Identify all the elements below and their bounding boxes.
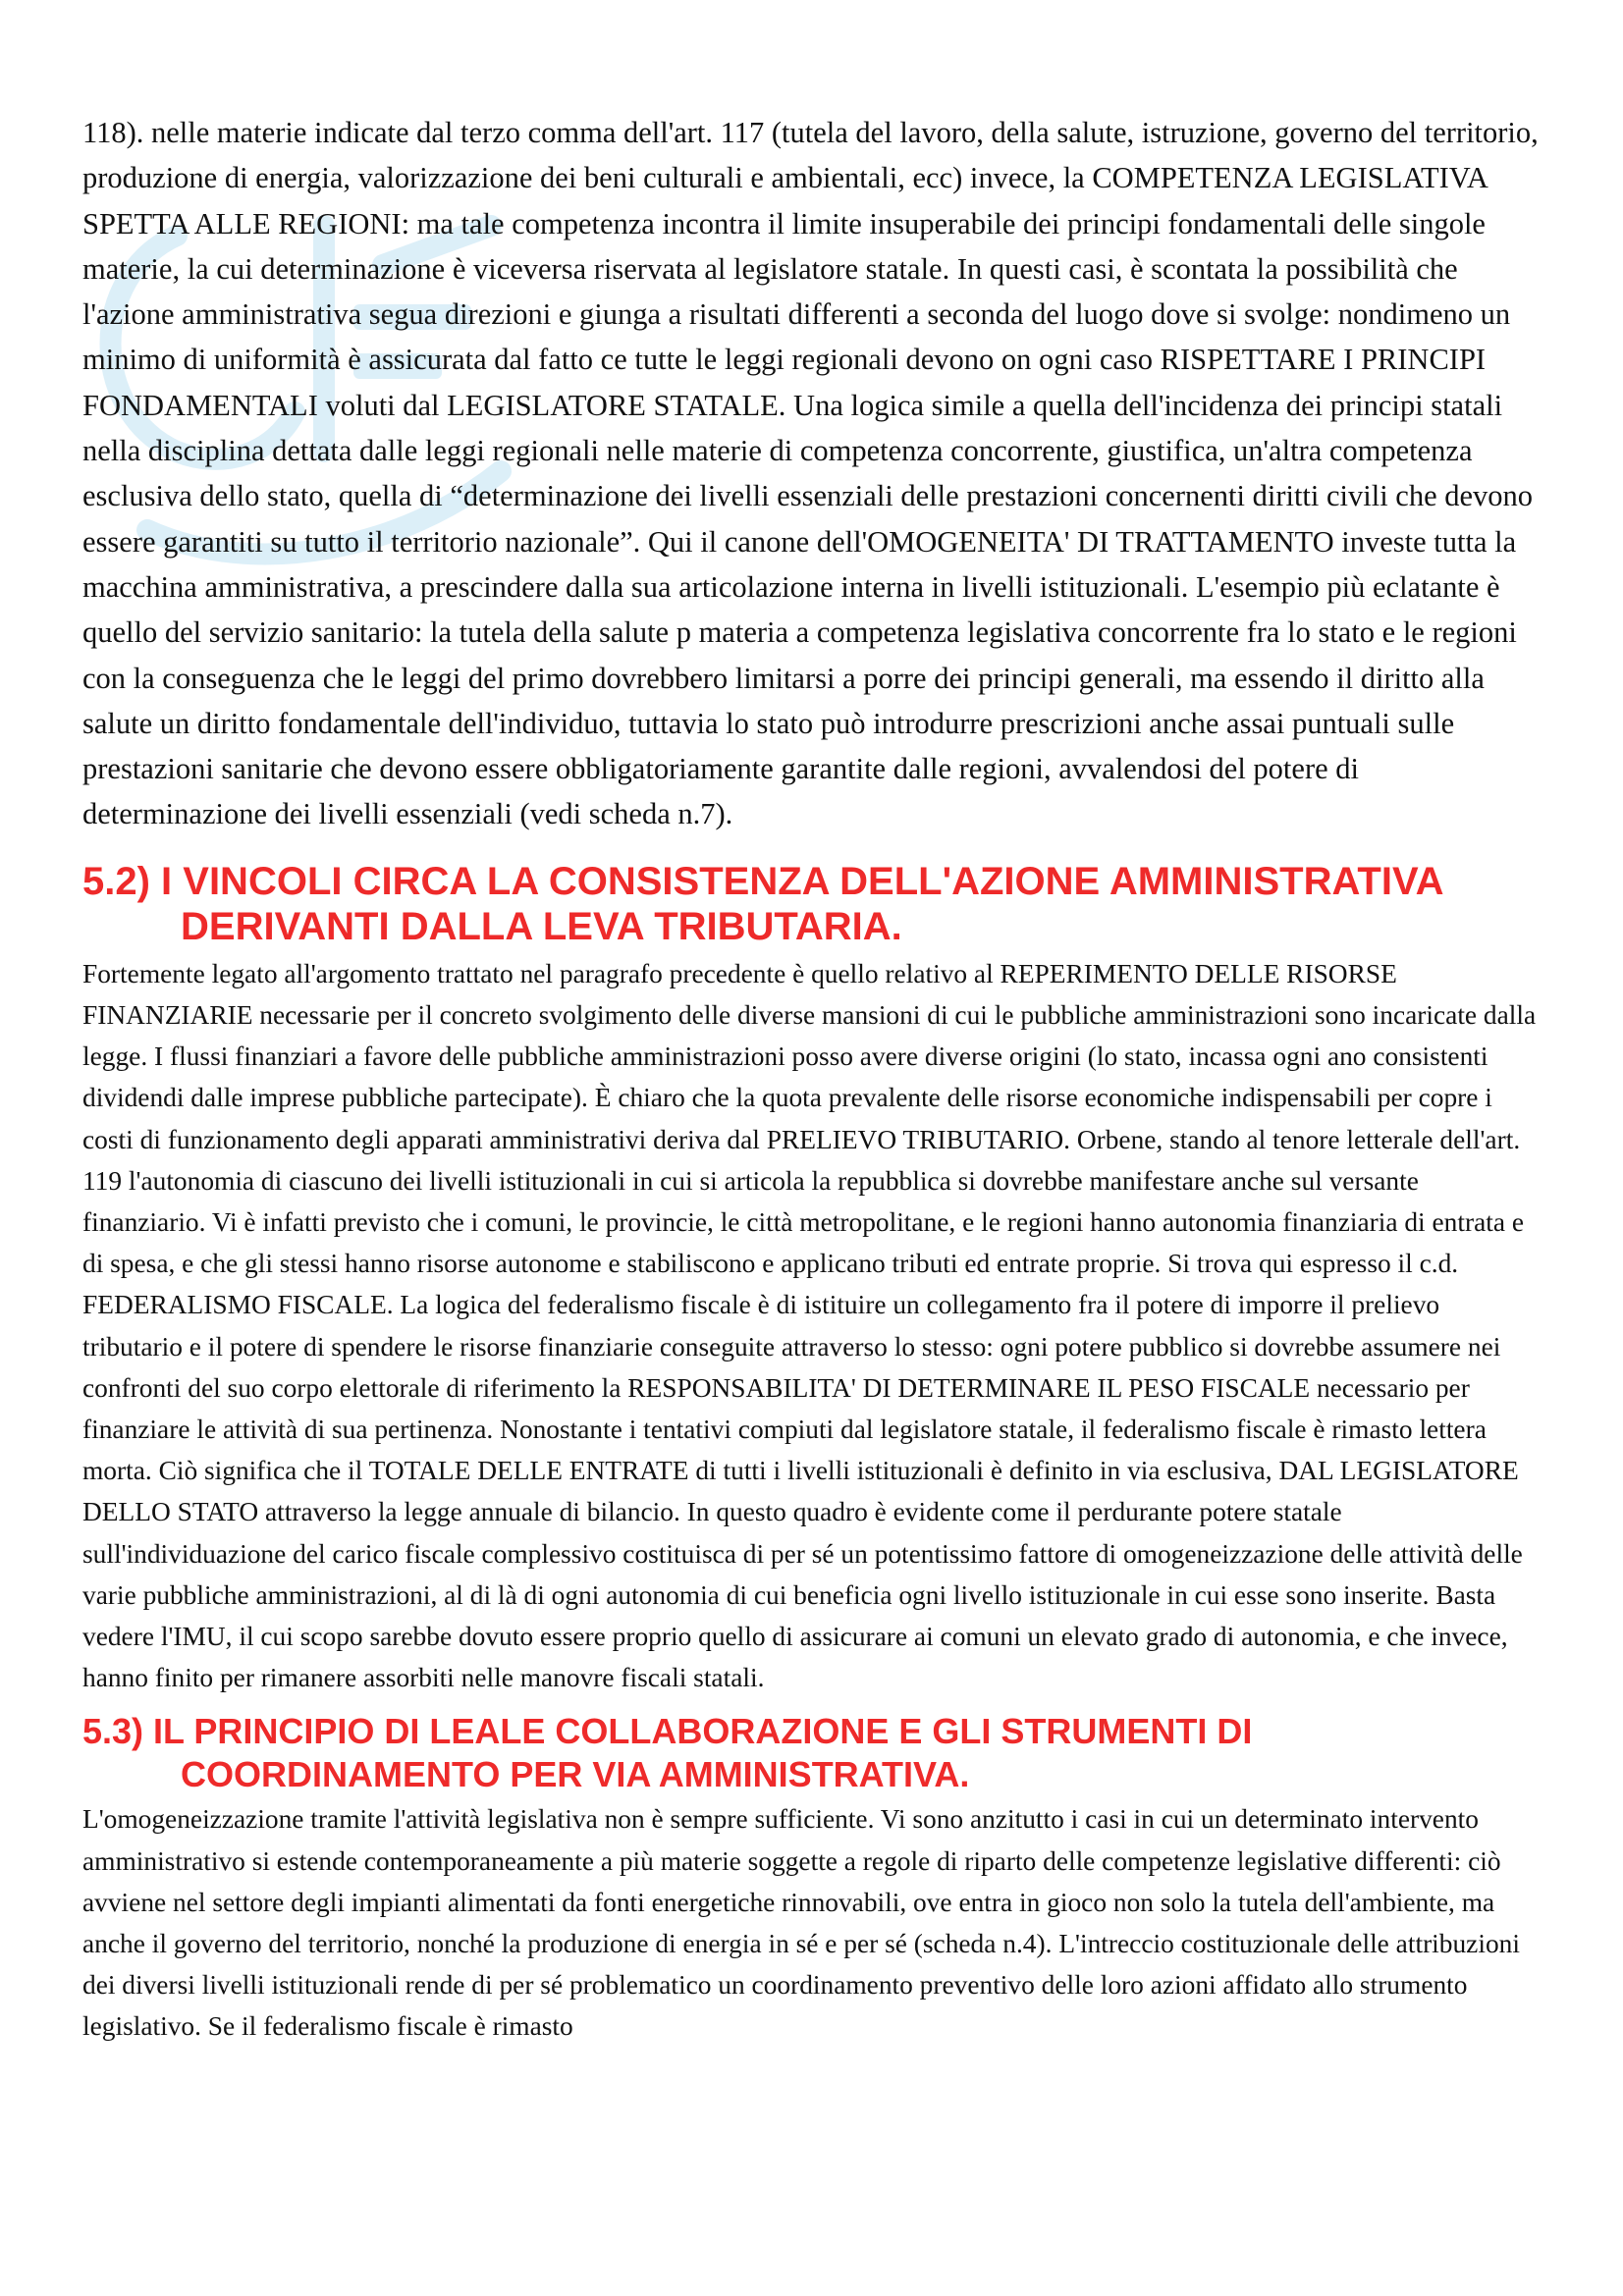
- section-heading-5-2: 5.2) I VINCOLI CIRCA LA CONSISTENZA DELL'AZIONE AMMINISTRATIVA DERIVANTI DALLA LEVA TRIBUTARIA.: [82, 859, 1443, 948]
- section-5-2-paragraph: Fortemente legato all'argomento trattato nel paragrafo precedente è quello relativo al REPERIMENTO DELLE RISORSE FINANZIARIE necessarie per il concreto svolgimento delle diverse mansioni di cui le pubbliche amministrazioni sono incaricate dalla legge. I flussi finanziari a favore delle pubbliche amministrazioni posso avere diverse origini (lo stato, incassa ogni ano consistenti dividendi dalle imprese pubbliche partecipate). È chiaro che la quota prevalente delle risorse economiche indispensabili per copre i costi di funzionamento degli apparati amministrativi deriva dal PRELIEVO TRIBUTARIO. Orbene, stando al tenore letterale dell'art. 119 l'autonomia di ciascuno dei livelli istituzionali in cui si articola la repubblica si dovrebbe manifestare anche sul versante finanziario. Vi è infatti previsto che i comuni, le provincie, le città metropolitane, e le regioni hanno autonomia finanziaria di entrata e di spesa, e che gli stessi hanno risorse autonome e stabiliscono e applicano tributi ed entrate proprie. Si trova qui espresso il c.d. FEDERALISMO FISCALE. La logica del federalismo fiscale è di istituire un collegamento fra il potere di imporre il prelievo tributario e il potere di spendere le risorse finanziarie conseguite attraverso lo stesso: ogni potere pubblico si dovrebbe assumere nei confronti del suo corpo elettorale di riferimento la RESPONSABILITA' DI DETERMINARE IL PESO FISCALE necessario per finanziare le attività di sua pertinenza. Nonostante i tentativi compiuti dal legislatore statale, il federalismo fiscale è rimasto lettera morta. Ciò significa che il TOTALE DELLE ENTRATE di tutti i livelli istituzionali è definito in via esclusiva, DAL LEGISLATORE DELLO STATO attraverso la legge annuale di bilancio. In questo quadro è evidente come il perdurante potere statale sull'individuazione del carico fiscale complessivo costituisca di per sé un potentissimo fattore di omogeneizzazione delle attività delle varie pubbliche amministrazioni, al di là di ogni autonomia di cui beneficia ogni livello istituzionale in cui esse sono inserite. Basta vedere l'IMU, il cui scopo sarebbe dovuto essere proprio quello di assicurare ai comuni un elevato grado di autonomia, e che invece, hanno finito per rimanere assorbiti nelle manovre fiscali statali.: [82, 958, 1537, 1693]
- section-heading-5-3: 5.3) IL PRINCIPIO DI LEALE COLLABORAZIONE E GLI STRUMENTI DI COORDINAMENTO PER VIA AMMINISTRATIVA.: [82, 1711, 1253, 1795]
- document-body: [82, 110, 1545, 2048]
- intro-paragraph: 118). nelle materie indicate dal terzo comma dell'art. 117 (tutela del lavoro, della salute, istruzione, governo del territorio, produzione di energia, valorizzazione dei beni culturali e ambientali, ecc) invece, la COMPETENZA LEGISLATIVA SPETTA ALLE REGIONI: ma tale competenza incontra il limite insuperabile dei principi fondamentali delle singole materie, la cui determinazione è viceversa riservata al legislatore statale. In questi casi, è scontata la possibilità che l'azione amministrativa segua direzioni e giunga a risultati differenti a seconda del luogo dove si svolge: nondimeno un minimo di uniformità è assicurata dal fatto ce tutte le leggi regionali devono on ogni caso RISPETTARE I PRINCIPI FONDAMENTALI voluti dal LEGISLATORE STATALE. Una logica simile a quella dell'incidenza dei principi statali nella disciplina dettata dalle leggi regionali nelle materie di competenza concorrente, giustifica, un'altra competenza esclusiva dello stato, quella di “determinazione dei livelli essenziali delle prestazioni concernenti diritti civili che devono essere garantiti su tutto il territorio nazionale”. Qui il canone dell'OMOGENEITA' DI TRATTAMENTO investe tutta la macchina amministrativa, a prescindere dalla sua articolazione interna in livelli istituzionali. L'esempio più eclatante è quello del servizio sanitario: la tutela della salute p materia a competenza legislativa concorrente fra lo stato e le regioni con la conseguenza che le leggi del primo dovrebbero limitarsi a porre dei principi generali, ma essendo il diritto alla salute un diritto fondamentale dell'individuo, tuttavia lo stato può introdurre prescrizioni anche assai puntuali sulle prestazioni sanitarie che devono essere obbligatoriamente garantite dalle regioni, avvalendosi del potere di determinazione dei livelli essenziali (vedi scheda n.7).: [82, 116, 1539, 831]
- section-5-3-paragraph: L'omogeneizzazione tramite l'attività legislativa non è sempre sufficiente. Vi sono anzitutto i casi in cui un determinato intervento amministrativo si estende contemporaneamente a più materie soggette a regole di riparto delle competenze legislative differenti: ciò avviene nel settore degli impianti alimentati da fonti energetiche rinnovabili, ove entra in gioco non solo la tutela dell'ambiente, ma anche il governo del territorio, nonché la produzione di energia in sé e per sé (scheda n.4). L'intreccio costituzionale delle attribuzioni dei diversi livelli istituzionali rende di per sé problematico un coordinamento preventivo delle loro azioni affidato allo strumento legislativo. Se il federalismo fiscale è rimasto: [82, 1804, 1520, 2042]
